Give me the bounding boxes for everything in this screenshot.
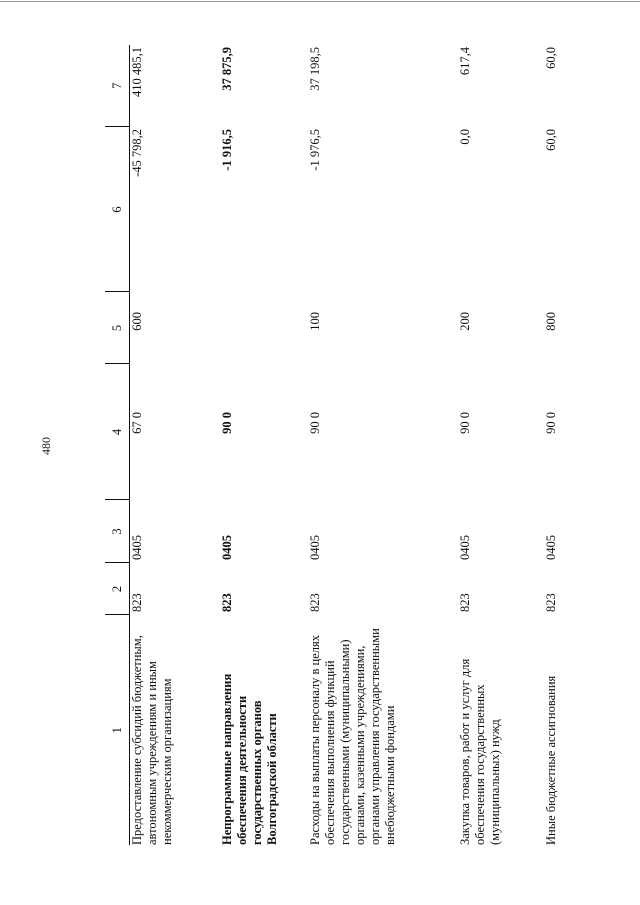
row-col-6: 60,0 — [544, 129, 558, 151]
row-col-7: 617,4 — [458, 47, 472, 76]
table-row — [308, 45, 458, 845]
row-col-4: 90 0 — [544, 412, 558, 434]
header-col-3: 3 — [105, 500, 130, 563]
row-col-2: 823 — [130, 593, 144, 612]
header-col-1: 1 — [105, 615, 130, 845]
budget-table — [105, 45, 584, 845]
row-col-7: 60,0 — [544, 47, 558, 69]
row-col-3: 0405 — [220, 535, 234, 560]
table-row — [458, 45, 544, 845]
row-col-5: 600 — [130, 312, 144, 331]
row-col-6: -45 798,2 — [130, 129, 144, 177]
row-col-3: 0405 — [130, 535, 144, 560]
header-col-2: 2 — [105, 563, 130, 615]
row-col-2: 823 — [308, 593, 322, 612]
row-col-5: 100 — [308, 312, 322, 331]
row-col-7: 410 485,1 — [130, 47, 144, 97]
header-row — [105, 45, 130, 845]
row-col-2: 823 — [458, 593, 472, 612]
row-col-4: 67 0 — [130, 412, 144, 434]
row-col-7: 37 198,5 — [308, 47, 322, 91]
row-col-6: -1 976,5 — [308, 129, 322, 171]
header-col-5: 5 — [105, 292, 130, 364]
row-col-7: 37 875,9 — [220, 47, 234, 91]
row-col-4: 90 0 — [458, 412, 472, 434]
row-col-2: 823 — [220, 593, 234, 612]
header-col-7: 7 — [105, 45, 130, 127]
row-col-6: -1 916,5 — [220, 129, 234, 171]
table-row — [544, 45, 584, 845]
table-row — [130, 45, 221, 845]
row-name: Закупка товаров, работ и услуг для обеспечения государственных (муниципальных) нужд — [458, 658, 502, 845]
row-name: Расходы на выплаты персоналу в целях обеспечения выполнения функций государственными (муниципальными) органами, казенными учреждениями, органами управления государственными внебюджетными фондами — [308, 628, 397, 845]
row-col-5: 200 — [458, 312, 472, 331]
row-col-3: 0405 — [308, 535, 322, 560]
top-border-line — [0, 1, 640, 2]
header-col-4: 4 — [105, 364, 130, 500]
row-name: Предоставление субсидий бюджетным, автономным учреждениям и иным некоммерческим организациям — [130, 635, 174, 845]
row-col-3: 0405 — [544, 535, 558, 560]
row-col-5 — [220, 292, 308, 364]
rotated-table-container — [105, 45, 558, 845]
row-col-5: 800 — [544, 312, 558, 331]
row-name: Иные бюджетные ассигнования — [544, 675, 558, 845]
row-col-6: 0,0 — [458, 129, 472, 145]
row-col-4: 90 0 — [308, 412, 322, 434]
row-col-4: 90 0 — [220, 412, 234, 434]
table-row — [220, 45, 308, 845]
row-name: Непрограммные направления обеспечения деятельности государственных органов Волгоградской области — [220, 673, 279, 845]
row-col-2: 823 — [544, 593, 558, 612]
row-col-3: 0405 — [458, 535, 472, 560]
page-number: 480 — [39, 437, 53, 455]
header-col-6: 6 — [105, 127, 130, 292]
